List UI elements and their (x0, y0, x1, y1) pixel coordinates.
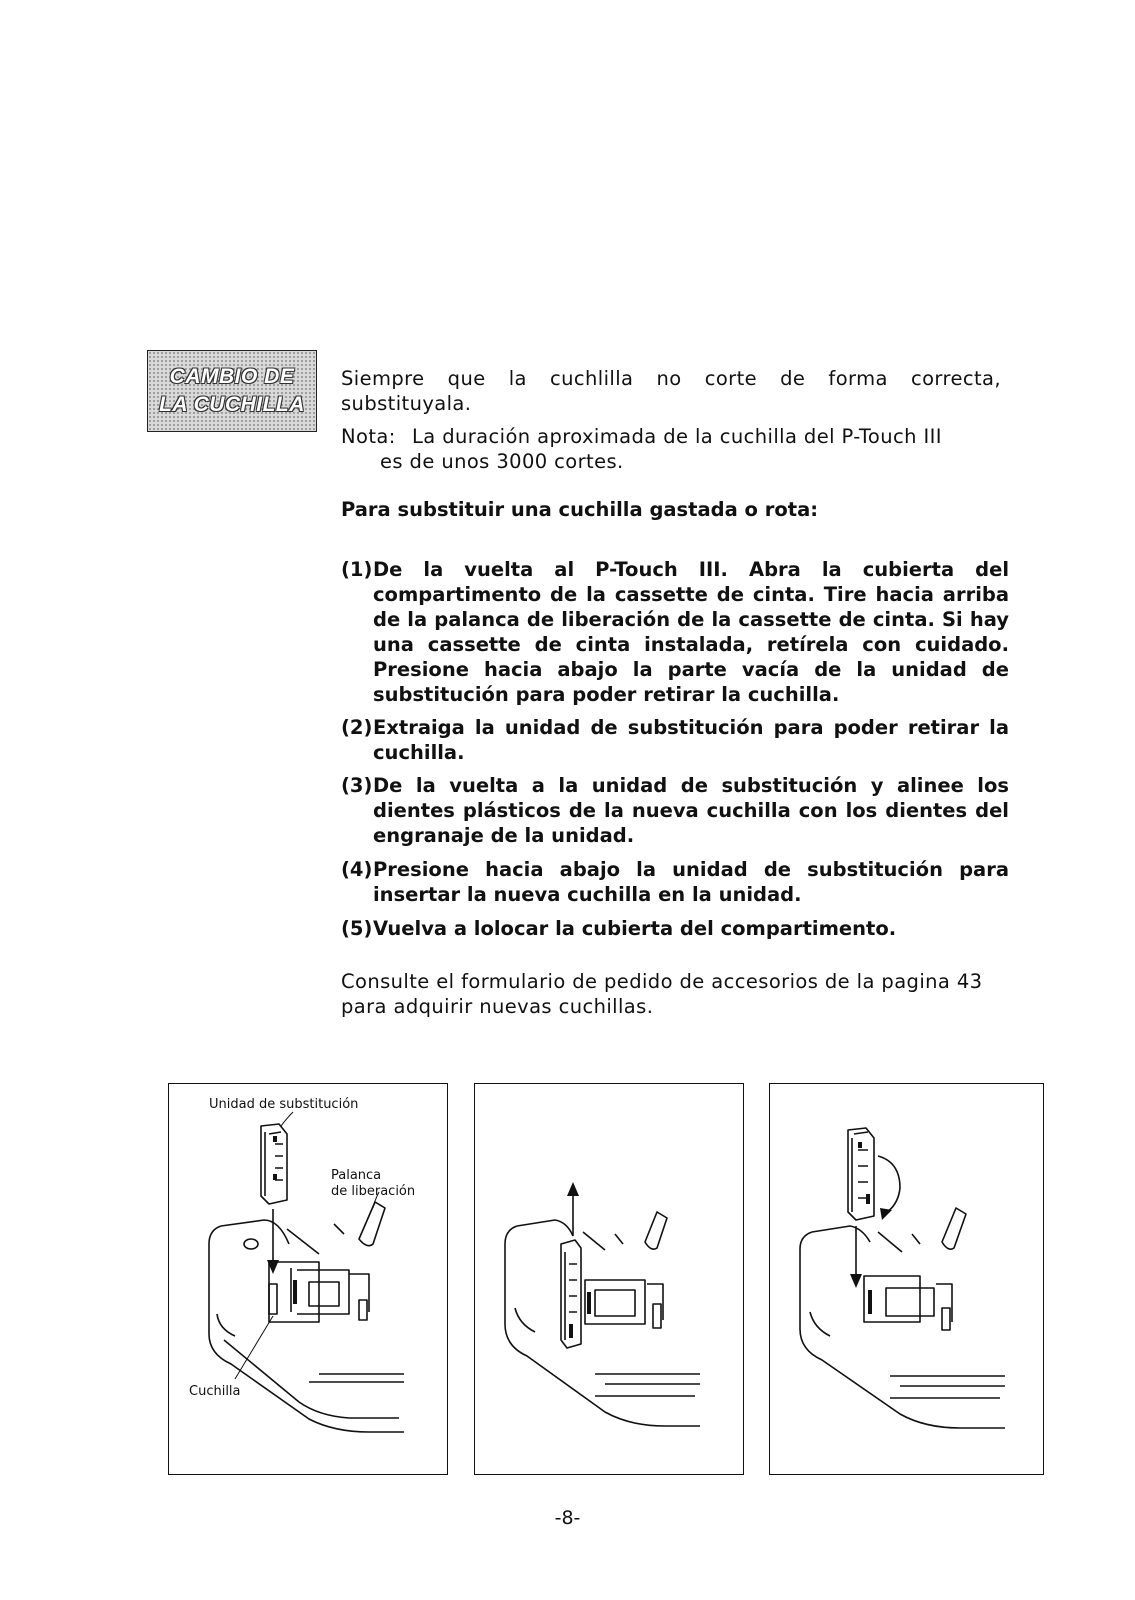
figure-label-lever-line2: de liberación (331, 1184, 416, 1199)
step-item (341, 773, 1009, 848)
step-number: (1) (341, 558, 373, 581)
note-text: La duración aproximada de la cuchilla del P-Touch III (412, 425, 942, 448)
figure-label-blade: Cuchilla (189, 1384, 241, 1399)
step-number: (4) (341, 858, 373, 881)
figure-extract-unit (474, 1083, 744, 1475)
figure-remove-cutter-unit (168, 1083, 448, 1475)
closing-paragraph: Consulte el formulario de pedido de accesorios de la pagina 43 para adquirir nuevas cuchillas. (341, 970, 983, 1018)
figure-label-unit: Unidad de substitución (209, 1097, 359, 1112)
note-continuation: es de unos 3000 cortes. (380, 450, 624, 473)
step-number: (3) (341, 774, 373, 797)
step-item (341, 916, 1009, 941)
section-title-line1: CAMBIO DE (169, 365, 295, 388)
section-title-box (147, 350, 317, 432)
figure-insert-new-blade (769, 1083, 1044, 1475)
page-number: -8- (554, 1507, 581, 1529)
step-item (341, 715, 1009, 765)
figure-label-lever-line1: Palanca (331, 1168, 382, 1183)
step-text: De la vuelta a la unidad de substitución y alinee los dientes plásticos de la nueva cuchilla con los dientes del engranaje de la unidad. (373, 774, 1009, 847)
step-text: Presione hacia abajo la unidad de substitución para insertar la nueva cuchilla en la unidad. (373, 858, 1009, 906)
step-text: Extraiga la unidad de substitución para poder retirar la cuchilla. (373, 716, 1009, 764)
step-item (341, 857, 1009, 907)
step-number: (5) (341, 917, 373, 940)
printer-illustration-3 (770, 1084, 1044, 1475)
printer-illustration-1 (169, 1084, 448, 1475)
note-label: Nota: (341, 425, 396, 448)
step-text: Vuelva a lolocar la cubierta del compartimento. (373, 917, 897, 940)
step-number: (2) (341, 716, 373, 739)
section-title-line2: LA CUCHILLA (159, 393, 305, 416)
subheading: Para substituir una cuchilla gastada o rota: (341, 498, 819, 521)
step-item (341, 557, 1009, 707)
printer-illustration-2 (475, 1084, 744, 1475)
step-text: De la vuelta al P-Touch III. Abra la cubierta del compartimento de la cassette de cinta. Tire hacia arriba de la palanca de liberación de la cassette de cinta. Si hay una cassette de cinta instalada, retírela con cuidado. Presione hacia abajo la parte vacía de la unidad de substitución para poder retirar la cuchilla. (373, 558, 1009, 706)
intro-paragraph: Siempre que la cuchlilla no corte de forma correcta, substituyala. (341, 367, 1001, 415)
